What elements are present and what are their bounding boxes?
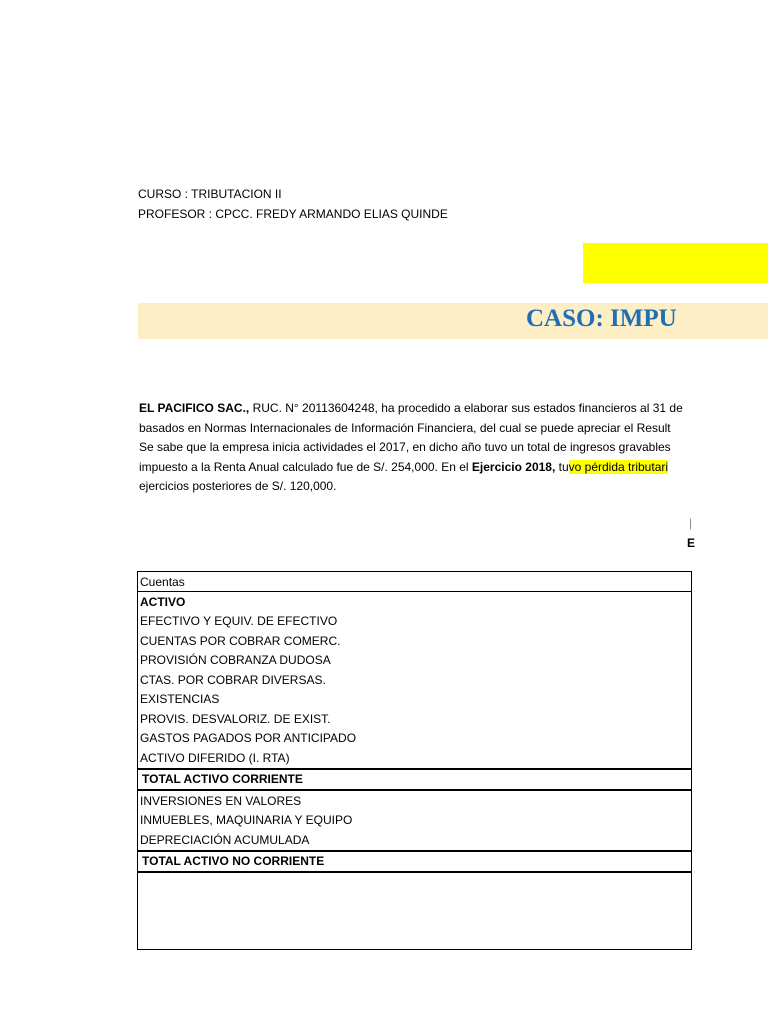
paragraph-line-1 — [139, 401, 683, 415]
account-name: PROVIS. DESVALORIZ. DE EXIST. — [138, 709, 692, 729]
paragraph-line-4 — [139, 460, 668, 474]
table-header-row — [138, 572, 692, 592]
account-name: EFECTIVO Y EQUIV. DE EFECTIVO — [138, 612, 692, 632]
table-row — [138, 830, 692, 851]
paragraph-text: tu — [555, 460, 569, 474]
table-total-row — [138, 769, 692, 791]
highlighted-text: vo pérdida tributari — [568, 460, 669, 474]
account-name: ACTIVO — [138, 592, 692, 612]
account-name: TOTAL ACTIVO CORRIENTE — [138, 769, 692, 791]
accounts-table — [137, 571, 692, 950]
table-row — [138, 690, 692, 710]
cut-off-fragment: E — [687, 536, 696, 550]
table-row — [138, 729, 692, 749]
column-header-cuentas: Cuentas — [138, 572, 692, 592]
account-name: EXISTENCIAS — [138, 690, 692, 710]
highlight-box — [583, 243, 768, 283]
table-row — [138, 612, 692, 632]
paragraph-line-5: ejercicios posteriores de S/. 120,000. — [139, 479, 337, 493]
account-name: TOTAL ACTIVO NO CORRIENTE — [138, 851, 692, 873]
table-row — [138, 709, 692, 729]
account-name: INVERSIONES EN VALORES — [138, 790, 692, 811]
account-name: DEPRECIACIÓN ACUMULADA — [138, 830, 692, 851]
account-name: CUENTAS POR COBRAR COMERC. — [138, 631, 692, 651]
table-row — [138, 651, 692, 671]
paragraph-line-3: Se sabe que la empresa inicia actividades el 2017, en dicho año tuvo un total de ingresos gravables — [139, 440, 671, 454]
table-row — [138, 872, 692, 950]
table-row — [138, 811, 692, 831]
fiscal-year: Ejercicio 2018, — [471, 460, 556, 474]
table-total-row — [138, 851, 692, 873]
paragraph-text: RUC. N° 20113604248, ha procedido a elaborar sus estados financieros al 31 de — [249, 401, 683, 415]
account-name: PROVISIÓN COBRANZA DUDOSA — [138, 651, 692, 671]
case-title: CASO: IMPU — [526, 305, 677, 332]
table-row — [138, 592, 692, 612]
account-name: GASTOS PAGADOS POR ANTICIPADO — [138, 729, 692, 749]
paragraph-line-2: basados en Normas Internacionales de Información Financiera, del cual se puede apreciar el Result — [139, 421, 671, 435]
account-name: ACTIVO DIFERIDO (I. RTA) — [138, 748, 692, 769]
account-name: INMUEBLES, MAQUINARIA Y EQUIPO — [138, 811, 692, 831]
company-name: EL PACIFICO SAC., — [139, 401, 250, 415]
paragraph-text: impuesto a la Renta Anual calculado fue de S/. 254,000. En el — [139, 460, 472, 474]
table-row — [138, 790, 692, 811]
professor-label: PROFESOR : CPCC. FREDY ARMANDO ELIAS QUINDE — [138, 207, 448, 221]
table-row — [138, 670, 692, 690]
table-row — [138, 631, 692, 651]
account-name: CTAS. POR COBRAR DIVERSAS. — [138, 670, 692, 690]
table-row — [138, 748, 692, 769]
course-label: CURSO : TRIBUTACION II — [138, 187, 282, 201]
cut-off-fragment: | — [689, 516, 693, 530]
account-name — [138, 872, 692, 950]
